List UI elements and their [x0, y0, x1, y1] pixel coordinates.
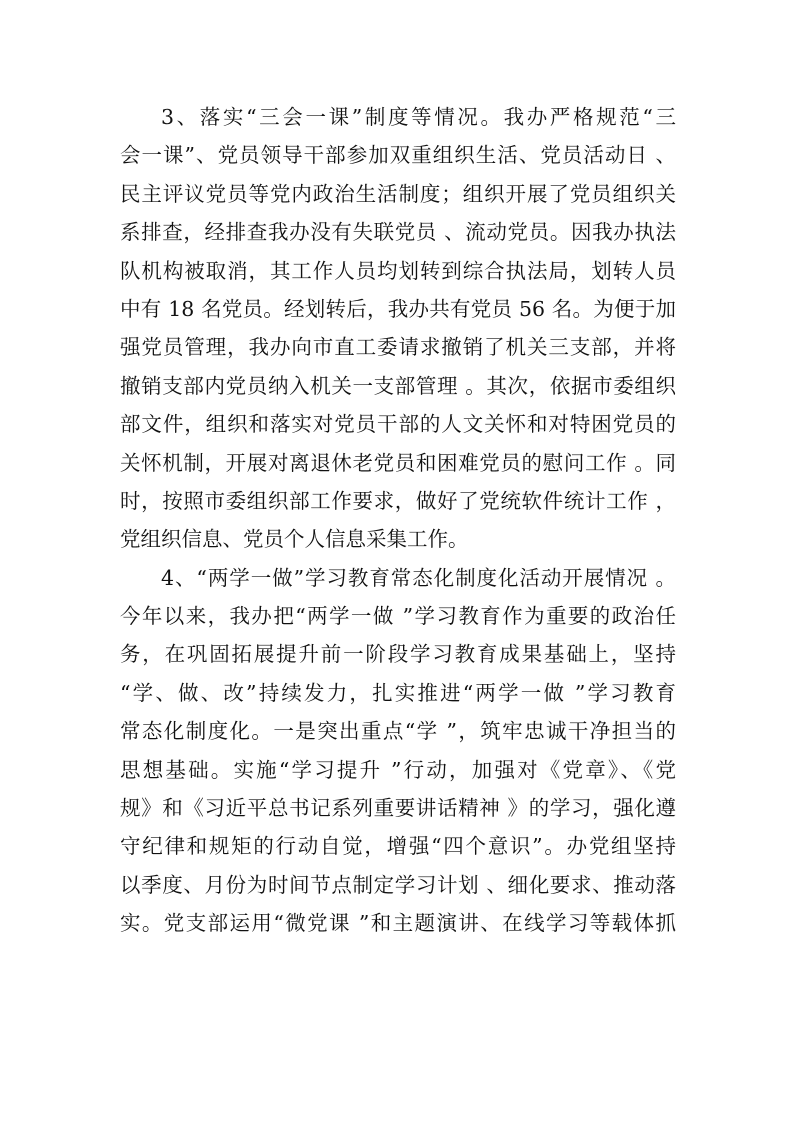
paragraph-line: 强党员管理，我办向市直工委请求撤销了机关三支部，并将 [120, 335, 676, 360]
paragraph-line: 关怀机制，开展对离退休老党员和困难党员的慰问工作 。同 [120, 450, 676, 475]
document-body [120, 98, 676, 943]
paragraph-line: 4、“两学一做”学习教育常态化制度化活动开展情况 。 [161, 565, 676, 590]
paragraph-line: 以季度、月份为时间节点制定学习计划 、细化要求、推动落 [120, 872, 676, 897]
paragraph-line: 民主评议党员等党内政治生活制度；组织开展了党员组织关 [120, 181, 676, 206]
paragraph-party-system [120, 98, 676, 559]
paragraph-line: 思想基础。实施“学习提升 ”行动，加强对《党章》、《党 [120, 757, 676, 782]
paragraph-line: 务，在巩固拓展提升前一阶段学习教育成果基础上，坚持 [120, 642, 676, 667]
paragraph-line: 守纪律和规矩的行动自觉，增强“四个意识”。办党组坚持 [120, 834, 676, 859]
paragraph-line: 常态化制度化。一是突出重点“学 ”，筑牢忠诚干净担当的 [120, 719, 676, 744]
paragraph-two-studies [120, 559, 676, 943]
paragraph-line: 部文件，组织和落实对党员干部的人文关怀和对特困党员的 [120, 412, 676, 437]
paragraph-line: 系排查，经排查我办没有失联党员 、流动党员。因我办执法 [120, 220, 676, 245]
paragraph-line: 3、落实“三会一课”制度等情况。我办严格规范“三 [161, 105, 676, 129]
paragraph-line: 会一课”、党员领导干部参加双重组织生活、党员活动日 、 [120, 143, 676, 168]
paragraph-line: 党组织信息、党员个人信息采集工作。 [120, 527, 469, 552]
paragraph-line: 撤销支部内党员纳入机关一支部管理 。其次，依据市委组织 [120, 373, 676, 398]
paragraph-line: 实。党支部运用“微党课 ”和主题演讲、在线学习等载体抓 [120, 911, 676, 936]
paragraph-line: 今年以来，我办把“两学一做 ”学习教育作为重要的政治任 [120, 604, 676, 629]
paragraph-line: “学、做、改”持续发力，扎实推进“两学一做 ”学习教育 [120, 680, 676, 705]
paragraph-line: 时，按照市委组织部工作要求，做好了党统软件统计工作 ， [120, 488, 676, 513]
paragraph-line: 中有 18 名党员。经划转后，我办共有党员 56 名。为便于加 [120, 296, 676, 321]
paragraph-line: 队机构被取消，其工作人员均划转到综合执法局，划转人员 [120, 258, 676, 283]
paragraph-line: 规》和《习近平总书记系列重要讲话精神 》的学习，强化遵 [120, 796, 676, 821]
